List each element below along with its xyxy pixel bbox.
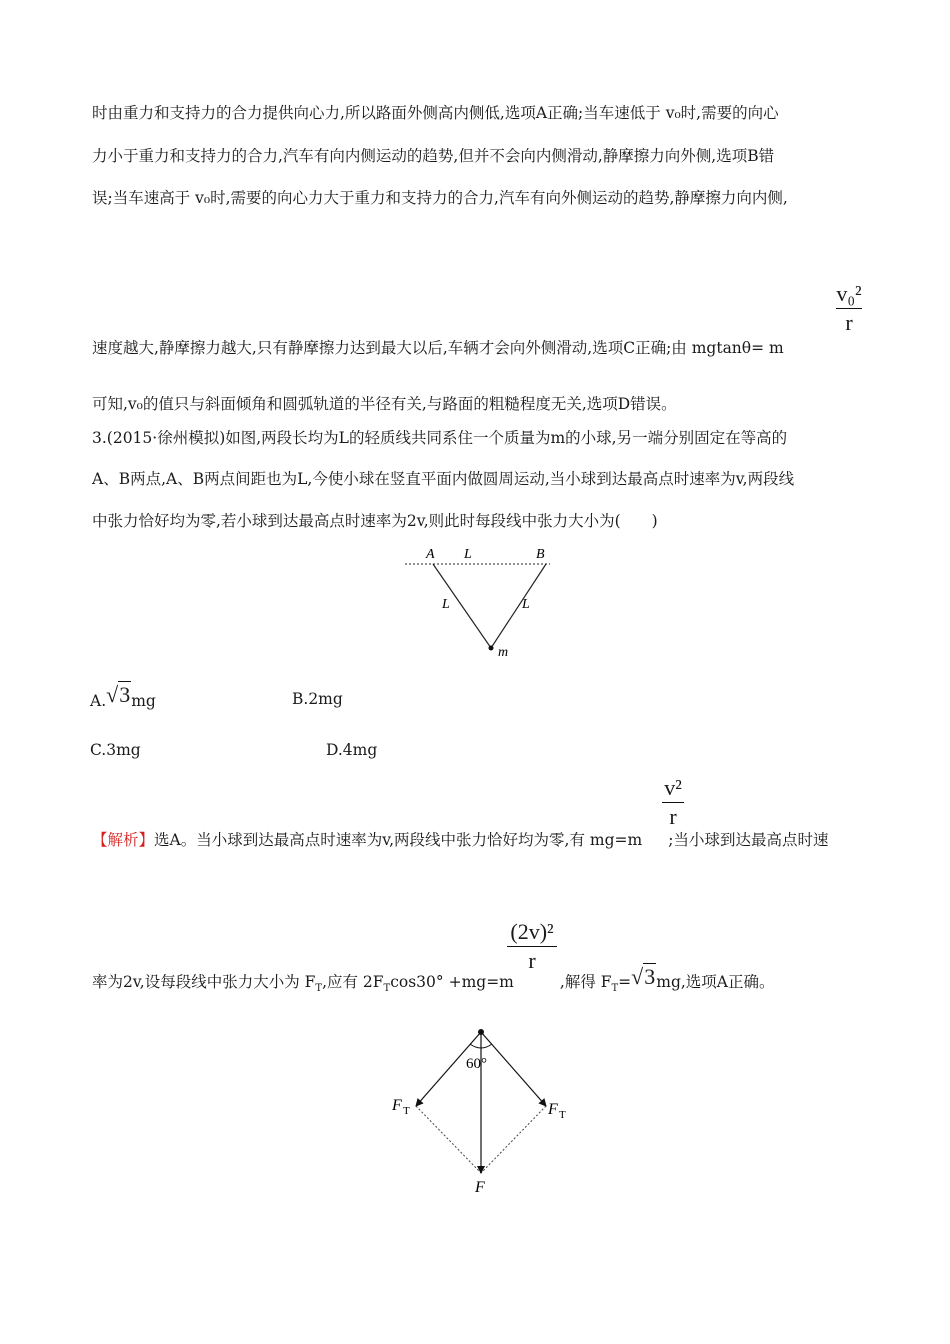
fraction-numerator: v₀² (836, 281, 862, 306)
fraction-v-over-r (660, 776, 686, 829)
solution-text: ;当小球到达最高点时速 (668, 831, 829, 849)
subscript: T (315, 983, 323, 995)
subscript: T (383, 983, 391, 995)
angle-label: 60° (466, 1056, 487, 1072)
question-line: A、B两点,A、B两点间距也为L,今使小球在竖直平面内做圆周运动,当小球到达最高点时速率为v,两段线 (92, 470, 795, 488)
label-L-right: L (522, 597, 530, 612)
question-line: 3.(2015·徐州模拟)如图,两段长均为L的轻质线共同系住一个质量为m的小球,另一端分别固定在等高的 (92, 429, 788, 447)
sqrt-radicand: 3 (644, 964, 656, 989)
fraction-numerator: (2v)² (510, 919, 554, 944)
text-line: 时由重力和支持力的合力提供向心力,所以路面外侧高内侧低,选项A正确;当车速低于 v₀时,需要的向心 (92, 104, 779, 122)
solution-text: 率为2v,设每段线中张力大小为 F (92, 973, 316, 991)
parallelogram-side-right (481, 1106, 546, 1173)
option-a-suffix: mg (131, 692, 156, 710)
force-ft-right-arrow (481, 1032, 546, 1106)
text-line: 可知,v₀的值只与斜面倾角和圆弧轨道的半径有关,与路面的粗糙程度无关,选项D错误。 (92, 395, 677, 413)
label-B: B (536, 547, 545, 562)
fraction-bar (836, 308, 862, 309)
fraction-bar (507, 946, 557, 947)
option-d: D.4mg (326, 741, 378, 759)
label-A: A (426, 547, 435, 562)
solution-tag: 【解析】 (92, 831, 155, 849)
ball-m (489, 646, 494, 651)
fraction-bar (662, 802, 684, 803)
sqrt-radicand: 3 (119, 682, 131, 707)
parallelogram-side-left (416, 1106, 481, 1173)
text-line: 误;当车速高于 v₀时,需要的向心力大于重力和支持力的合力,汽车有向外侧运动的趋势,静摩擦力向内侧, (92, 189, 788, 207)
solution-text: = (618, 973, 632, 991)
option-a (90, 682, 156, 711)
label-ft-right-sub: T (559, 1109, 566, 1121)
pivot-point (478, 1029, 484, 1035)
fraction-denominator: r (845, 310, 853, 335)
force-diagram (380, 1018, 590, 1198)
option-c: C.3mg (90, 741, 141, 759)
solution-text: ,应有 2F (322, 973, 384, 991)
label-ft-right: F (548, 1101, 558, 1118)
triangle-figure (400, 540, 560, 660)
question-line: 中张力恰好均为零,若小球到达最高点时速率为2v,则此时每段线中张力大小为( ) (92, 512, 658, 530)
solution-text: 选A。当小球到达最高点时速率为v,两段线中张力恰好均为零,有 mg=m (154, 831, 643, 849)
fraction-numerator: v² (664, 775, 682, 800)
fraction-denominator: r (528, 948, 536, 973)
string-right (491, 564, 546, 648)
solution-line-1 (92, 830, 828, 850)
solution-line-2 (92, 964, 775, 999)
label-L-top: L (464, 547, 472, 562)
fraction-denominator: r (669, 804, 677, 829)
text-line: 速度越大,静摩擦力越大,只有静摩擦力达到最大以后,车辆才会向外侧滑动,选项C正确;由 mgtanθ= m (92, 339, 784, 357)
solution-text: mg,选项A正确。 (656, 973, 775, 991)
solution-text: cos30° +mg=m (390, 973, 514, 991)
label-L-left: L (442, 597, 450, 612)
subscript: T (611, 983, 619, 995)
option-a-prefix: A. (90, 692, 107, 710)
text-line: 力小于重力和支持力的合力,汽车有向内侧运动的趋势,但并不会向内侧滑动,静摩擦力向外侧,选项B错 (92, 147, 775, 165)
fraction-v0-over-r (834, 282, 864, 335)
solution-text: ,解得 F (559, 973, 612, 991)
label-m: m (498, 645, 509, 660)
label-ft-left-sub: T (403, 1105, 410, 1117)
label-f: F (475, 1179, 485, 1196)
option-b: B.2mg (292, 690, 343, 708)
label-ft-left: F (392, 1097, 402, 1114)
sqrt-symbol: √ (106, 682, 119, 707)
sqrt-symbol: √ (631, 964, 644, 989)
fraction-2v-over-r (506, 920, 558, 973)
